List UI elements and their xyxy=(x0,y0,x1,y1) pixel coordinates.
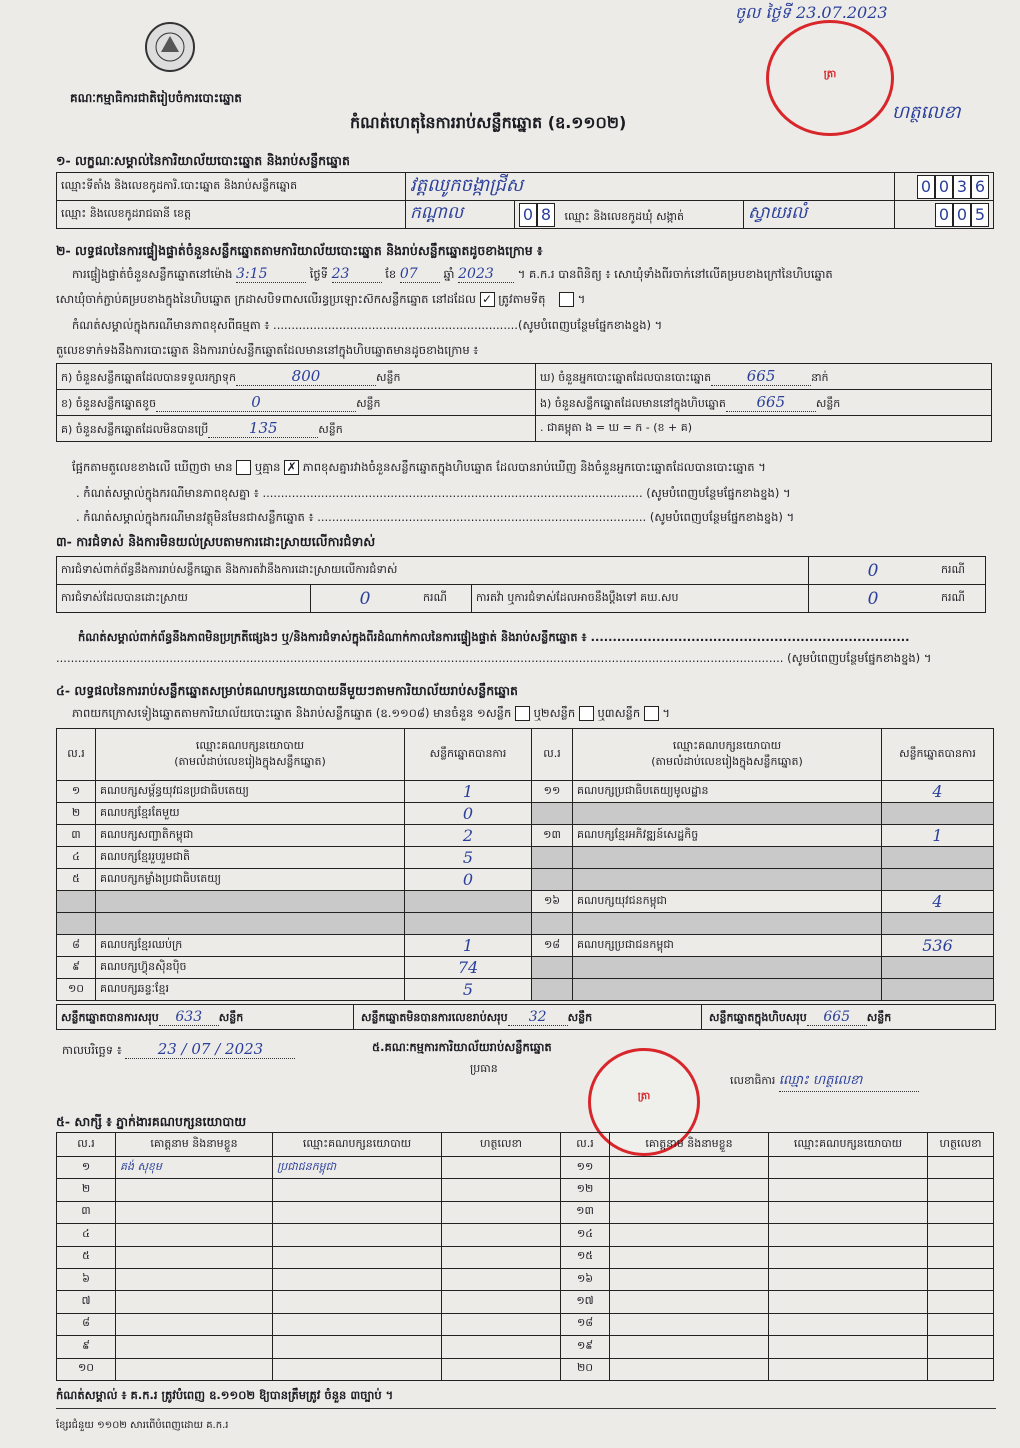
party-votes: 1 xyxy=(405,935,532,957)
checkbox-has-difference[interactable] xyxy=(236,460,251,475)
witness-party[interactable] xyxy=(769,1336,928,1358)
difference-text: ភាពខុសគ្នារវាងចំនួនសន្លឹកឆ្នោតក្នុងហិបឆ្នោត ដែលបានរាប់ឃើញ និងចំនួនអ្នកបោះឆ្នោតដែលបានបោះឆ្នោត ។ xyxy=(302,460,766,474)
witness-col-party-r: ឈ្មោះគណបក្សនយោបាយ xyxy=(769,1133,928,1157)
witness-sign[interactable] xyxy=(928,1291,994,1313)
witness-party[interactable] xyxy=(273,1224,442,1246)
party-no: ១០ xyxy=(57,979,96,1001)
witness-sign[interactable] xyxy=(442,1201,561,1223)
difference-none-label: ឬគ្មាន xyxy=(254,460,281,474)
section1-title: ១- លក្ខណៈសម្គាល់នៃការិយាល័យបោះឆ្នោត និងរាប់សន្លឹកឆ្នោត xyxy=(56,153,350,168)
total-invalid: សន្លឹកឆ្នោតមិនបានការលេខរាប់សរុប 32 សន្លឹក xyxy=(361,1009,593,1025)
witness-col-sign: ហត្ថលេខា xyxy=(442,1133,561,1157)
witness-sign[interactable] xyxy=(928,1224,994,1246)
witness-no: ១៣ xyxy=(561,1201,610,1223)
party-no: ៥ xyxy=(57,869,96,891)
witness-row xyxy=(57,1358,994,1380)
witness-no: ១៨ xyxy=(561,1313,610,1335)
total-valid: សន្លឹកឆ្នោតបានការសរុប 633 សន្លឹក xyxy=(61,1009,244,1025)
witness-name[interactable] xyxy=(116,1224,273,1246)
checkbox-one-sheet[interactable] xyxy=(515,706,530,721)
seal-check-text: សោឃុំចាក់ភ្ជាប់គម្របខាងក្នុងនៃហិបឆ្នោត ក្រដាសបិទពាសលើរន្ធប្រឡោះស៊កសន្លឹកឆ្នោត នៅដដែល xyxy=(56,292,476,306)
party-no xyxy=(532,803,573,825)
witness-row xyxy=(57,1291,994,1313)
party-votes: 74 xyxy=(405,957,532,979)
checkbox-two-sheet[interactable] xyxy=(579,706,594,721)
objection-appeal-label: ការតវ៉ា ឬការជំទាស់ដែលអាចនឹងប្ដឹងទៅ គឃ.សប xyxy=(472,585,809,613)
witness-sign[interactable] xyxy=(442,1358,561,1380)
witness-name[interactable]: គង់ សុខុម xyxy=(116,1157,273,1179)
footer-bottom: ខ្សែរជំនួយ ១១០២ សារពើបំពេញដោយ គ.ក.រ xyxy=(56,1420,229,1431)
section5-title: ៥- សាក្សី ៖ ភ្នាក់ងារគណបក្សនយោបាយ xyxy=(56,1114,247,1129)
case-unit: ករណី xyxy=(937,557,986,585)
witness-name[interactable] xyxy=(610,1201,769,1223)
checkbox-no-difference-checked[interactable]: ✗ xyxy=(284,460,299,475)
witness-party[interactable] xyxy=(273,1336,442,1358)
location-value: វត្តឈូកចង្កាជ្រីស xyxy=(406,173,895,201)
code-digit: 8 xyxy=(537,203,555,227)
section4-title: ៤- លទ្ធផលនៃការរាប់សន្លឹកឆ្នោតសម្រាប់គណបក្សនយោបាយនីមួយៗតាមការិយាល័យរាប់សន្លឹកឆ្នោត xyxy=(56,683,518,698)
witness-name[interactable] xyxy=(116,1246,273,1268)
verify-time: 3:15 xyxy=(236,266,306,283)
sheet-count-line: ភាពយកក្រោសទៀងឆ្នោតតាមការិយាល័យបោះឆ្នោត និងរាប់សន្លឹកឆ្នោត (ឧ.១១០៨) មានចំនួន ១សន្លឹក ឬ២សន្លឹក ឬ៣សន្លឹក ។ xyxy=(72,706,671,720)
verify-year: 2023 xyxy=(458,266,514,283)
party-no: ៨ xyxy=(57,935,96,957)
witness-sign[interactable] xyxy=(442,1268,561,1290)
irregularity-note-2: ....................................................................................................................................................................................................... (សូមបំពេញបន្ថែមផ្នែកខាងខ្នង) ។ xyxy=(56,651,932,665)
witness-no: ១៥ xyxy=(561,1246,610,1268)
verify-month-label: ខែ xyxy=(385,267,397,281)
commune-code xyxy=(895,201,994,229)
party-results-table xyxy=(56,728,994,1001)
difference-line xyxy=(72,460,766,477)
location-label: ឈ្មោះទីតាំង និងលេខកូដការិ.បោះឆ្នោត និងរាប់សន្លឹកឆ្នោត xyxy=(57,173,406,201)
witness-no: ៤ xyxy=(57,1224,116,1246)
code-digit: 3 xyxy=(953,175,971,199)
party-no: ១ xyxy=(57,781,96,803)
witness-no: ៦ xyxy=(57,1268,116,1290)
secretary-label: លេខាធិការ xyxy=(730,1074,776,1087)
objection-appeal-value: 0 xyxy=(809,585,938,613)
witness-no: ៧ xyxy=(57,1291,116,1313)
committee-label: ៥.គណៈកម្មការការិយាល័យរាប់សន្លឹកឆ្នោត xyxy=(372,1040,552,1054)
objection-resolved-label: ការជំទាស់ដែលបានដោះស្រាយ xyxy=(57,585,311,613)
objection-resolved-value: 0 xyxy=(311,585,420,613)
party-votes xyxy=(882,847,994,869)
party-name: គណបក្សខ្មែរតែមួយ xyxy=(96,803,405,825)
secretary-sign: ឈ្មោះ ហត្ថលេខា xyxy=(779,1072,919,1092)
foreign-object-note: . កំណត់សម្គាល់ក្នុងករណីមានវត្ថុមិនមែនជាសន្លឹកឆ្នោត ៖ .......................................................................................... (សូមបំពេញបន្ថែមផ្នែកខាងខ្នង) ។ xyxy=(76,510,795,524)
witness-sign[interactable] xyxy=(928,1313,994,1335)
party-name xyxy=(573,869,882,891)
witness-no: ២ xyxy=(57,1179,116,1201)
irregularity-note-1: កំណត់សម្គាល់ពាក់ព័ន្ធនឹងភាពមិនប្រក្រតីផ្សេងៗ ឬ/និងការជំទាស់ក្នុងពីរដំណាក់កាលនៃការផ្ទៀងផ្ទាត់ និងរាប់សន្លឹកឆ្នោត ៖ ......................................................................... xyxy=(78,630,910,644)
witness-party[interactable]: ប្រជាជនកម្ពុជា xyxy=(273,1157,442,1179)
page-title: កំណត់ហេតុនៃការរាប់សន្លឹកឆ្នោត (ឧ.១១០២) xyxy=(350,113,627,132)
section1-table xyxy=(56,172,994,229)
party-name: គណបក្សខ្មែរឈប់ក្រ xyxy=(96,935,405,957)
figures-table xyxy=(56,363,992,442)
witness-name[interactable] xyxy=(610,1224,769,1246)
party-name: គណបក្សប្រជាធិបតេយ្យមូលដ្ឋាន xyxy=(573,781,882,803)
witness-name[interactable] xyxy=(116,1336,273,1358)
party-row xyxy=(57,825,994,847)
party-no: ១៨ xyxy=(532,935,573,957)
secretary-area xyxy=(730,1072,919,1092)
code-digit: 0 xyxy=(935,203,953,227)
party-row xyxy=(57,803,994,825)
witness-name[interactable] xyxy=(610,1358,769,1380)
witness-name[interactable] xyxy=(610,1246,769,1268)
col-party-right: ឈ្មោះគណបក្សនយោបាយ (តាមលំដាប់លេខរៀងក្នុងសន្លឹកឆ្នោត) xyxy=(573,729,882,781)
witness-name[interactable] xyxy=(116,1291,273,1313)
party-row xyxy=(57,869,994,891)
witness-sign[interactable] xyxy=(442,1313,561,1335)
party-name: គណបក្សយុវជនកម្ពុជា xyxy=(573,891,882,913)
witness-party[interactable] xyxy=(769,1224,928,1246)
witness-party[interactable] xyxy=(769,1268,928,1290)
witness-party[interactable] xyxy=(769,1291,928,1313)
totals-row xyxy=(56,1004,996,1030)
witness-party[interactable] xyxy=(769,1313,928,1335)
witness-no: ៨ xyxy=(57,1313,116,1335)
witness-no: ១៦ xyxy=(561,1268,610,1290)
objection-total-label: ការជំទាស់ពាក់ព័ន្ធនឹងការរាប់សន្លឹកឆ្នោត និងការតវ៉ានឹងការដោះស្រាយលើការជំទាស់ xyxy=(57,557,809,585)
col-votes-right: សន្លឹកឆ្នោតបានការ xyxy=(882,729,994,781)
witness-sign[interactable] xyxy=(442,1336,561,1358)
case-unit: ករណី xyxy=(419,585,472,613)
col-no-left: ល.រ xyxy=(57,729,96,781)
witness-party[interactable] xyxy=(273,1268,442,1290)
official-stamp-top: ត្រា xyxy=(766,20,894,136)
checkbox-three-sheet[interactable] xyxy=(644,706,659,721)
verify-day-label: ថ្ងៃទី xyxy=(309,267,328,281)
witness-name[interactable] xyxy=(116,1358,273,1380)
party-row xyxy=(57,957,994,979)
party-no: ១៣ xyxy=(532,825,573,847)
witness-party[interactable] xyxy=(273,1291,442,1313)
commune-label: ឈ្មោះ និងលេខកូដឃុំ សង្កាត់ xyxy=(564,209,685,223)
witness-sign[interactable] xyxy=(442,1157,561,1179)
party-votes: 1 xyxy=(405,781,532,803)
party-no xyxy=(532,957,573,979)
objection-total-value: 0 xyxy=(809,557,938,585)
witness-row xyxy=(57,1268,994,1290)
date-line: កាលបរិច្ឆេទ ៖ 23 / 07 / 2023 xyxy=(62,1040,295,1060)
witness-name[interactable] xyxy=(610,1268,769,1290)
witness-no: ៩ xyxy=(57,1336,116,1358)
party-name: គណបក្សហ៊្វុនស៊ិនប៉ិច xyxy=(96,957,405,979)
witness-name[interactable] xyxy=(116,1268,273,1290)
witness-sign[interactable] xyxy=(442,1246,561,1268)
col-votes-left: សន្លឹកឆ្នោតបានការ xyxy=(405,729,532,781)
party-name xyxy=(573,957,882,979)
witness-name[interactable] xyxy=(610,1179,769,1201)
party-votes xyxy=(882,803,994,825)
party-name: គណបក្សឆន្ទៈខ្មែរ xyxy=(96,979,405,1001)
verify-month: 07 xyxy=(400,266,440,283)
witness-sign[interactable] xyxy=(928,1179,994,1201)
witness-no: ១១ xyxy=(561,1157,610,1179)
party-name xyxy=(96,891,405,913)
witness-name[interactable] xyxy=(116,1179,273,1201)
code-digit: 0 xyxy=(519,203,537,227)
party-votes: 4 xyxy=(882,781,994,803)
party-votes xyxy=(882,957,994,979)
witness-no: ១ xyxy=(57,1157,116,1179)
party-votes xyxy=(405,913,532,935)
party-row xyxy=(57,781,994,803)
party-votes: 5 xyxy=(405,979,532,1001)
section3-title: ៣- ការជំទាស់ និងការមិនយល់ស្របតាមការដោះស្រាយលើការជំទាស់ xyxy=(56,534,376,549)
location-code xyxy=(895,173,994,201)
witness-sign[interactable] xyxy=(928,1268,994,1290)
party-votes xyxy=(882,979,994,1001)
witness-row xyxy=(57,1246,994,1268)
party-no xyxy=(532,913,573,935)
seal-check-line: សោឃុំចាក់ភ្ជាប់គម្របខាងក្នុងនៃហិបឆ្នោត ក្រដាសបិទពាសលើរន្ធប្រឡោះស៊កសន្លឹកឆ្នោត នៅដដែល ✓ ត្រូវតាមទីតុ ។ xyxy=(56,292,586,306)
top-signature: ហត្ថលេខា xyxy=(892,102,961,123)
witness-party[interactable] xyxy=(769,1157,928,1179)
witness-no: ១៤ xyxy=(561,1224,610,1246)
party-name: គណបក្សខ្មែរអភិវឌ្ឍន៍សេដ្ឋកិច្ច xyxy=(573,825,882,847)
witness-sign[interactable] xyxy=(928,1246,994,1268)
witness-sign[interactable] xyxy=(928,1157,994,1179)
figures-intro: តួលេខទាក់ទងនឹងការបោះឆ្នោត និងការរាប់សន្លឹកឆ្នោតដែលមាននៅក្នុងហិបឆ្នោតមានដូចខាងក្រោម ៖ xyxy=(56,343,479,357)
total-all: សន្លឹកឆ្នោតក្នុងហិបសរុប 665 សន្លឹក xyxy=(709,1009,892,1025)
figure-ko: គ) ចំនួនសន្លឹកឆ្នោតដែលមិនបានប្រើ 135 សន្លឹក xyxy=(57,416,536,442)
party-votes: 1 xyxy=(882,825,994,847)
witness-party[interactable] xyxy=(769,1246,928,1268)
president-label: ប្រធាន xyxy=(470,1062,498,1075)
witness-sign[interactable] xyxy=(442,1224,561,1246)
col-party-left: ឈ្មោះគណបក្សនយោបាយ (តាមលំដាប់លេខរៀងក្នុងសន្លឹកឆ្នោត) xyxy=(96,729,405,781)
checkbox-same-label: ត្រូវតាមទីតុ xyxy=(498,292,546,306)
party-no xyxy=(57,913,96,935)
witness-row xyxy=(57,1313,994,1335)
figure-kho: ឃ) ចំនួនអ្នកបោះឆ្នោតដែលបានបោះឆ្នោត 665 នាក់ xyxy=(536,364,992,390)
witness-row xyxy=(57,1224,994,1246)
party-name xyxy=(96,913,405,935)
party-name: គណបក្សសម្ព័ន្ធយុវជនប្រជាធិបតេយ្យ xyxy=(96,781,405,803)
witness-name[interactable] xyxy=(116,1201,273,1223)
witness-no: ១០ xyxy=(57,1358,116,1380)
witness-col-name-r: គោត្តនាម និងនាមខ្លួន xyxy=(610,1133,769,1157)
witness-party[interactable] xyxy=(273,1179,442,1201)
party-votes: 536 xyxy=(882,935,994,957)
witness-sign[interactable] xyxy=(442,1291,561,1313)
verify-line-rest: ។ គ.ក.រ បានពិនិត្យ ៖ សោឃុំទាំងពីរចាក់នៅលើគម្របខាងក្រៅនៃហិបឆ្នោត xyxy=(517,267,833,281)
party-no: ៤ xyxy=(57,847,96,869)
two-sheet-label: ឬ២សន្លឹក xyxy=(533,706,576,720)
party-name xyxy=(573,803,882,825)
party-name xyxy=(573,847,882,869)
difference-note: . កំណត់សម្គាល់ក្នុងករណីមានភាពខុសគ្នា ៖ ........................................................................................................ (សូមបំពេញបន្ថែមផ្នែកខាងខ្នង) ។ xyxy=(76,486,791,500)
witness-party[interactable] xyxy=(273,1201,442,1223)
party-name: គណបក្សកម្លាំងប្រជាធិបតេយ្យ xyxy=(96,869,405,891)
witness-party[interactable] xyxy=(769,1201,928,1223)
sheet-count-text: ភាពយកក្រោសទៀងឆ្នោតតាមការិយាល័យបោះឆ្នោត និងរាប់សន្លឹកឆ្នោត (ឧ.១១០៨) មានចំនួន ១សន្លឹក xyxy=(72,706,512,720)
checkbox-same-checked[interactable]: ✓ xyxy=(480,292,495,307)
col-no-right: ល.រ xyxy=(532,729,573,781)
party-row xyxy=(57,913,994,935)
section2-title: ២- លទ្ធផលនៃការផ្ទៀងផ្ទាត់ចំនួនសន្លឹកឆ្នោតតាមការិយាល័យបោះឆ្នោត និងរាប់សន្លឹកឆ្នោតដូចខាងក្រោម ៖ xyxy=(56,243,543,258)
party-no: ៣ xyxy=(57,825,96,847)
witness-party[interactable] xyxy=(273,1358,442,1380)
witness-name[interactable] xyxy=(610,1157,769,1179)
code-digit: 5 xyxy=(971,203,989,227)
party-no: ១១ xyxy=(532,781,573,803)
witness-col-party: ឈ្មោះគណបក្សនយោបាយ xyxy=(273,1133,442,1157)
witness-party[interactable] xyxy=(273,1313,442,1335)
checkbox-other[interactable] xyxy=(559,292,574,307)
witness-col-no-r: ល.រ xyxy=(561,1133,610,1157)
party-votes: 2 xyxy=(405,825,532,847)
party-row xyxy=(57,979,994,1001)
party-votes: 0 xyxy=(405,803,532,825)
witness-no: ៥ xyxy=(57,1246,116,1268)
witness-no: ១២ xyxy=(561,1179,610,1201)
witness-row xyxy=(57,1201,994,1223)
figure-formula: . ជាគម្ពុតា ង = ឃ = ក - (ខ + គ) xyxy=(536,416,992,442)
party-row xyxy=(57,891,994,913)
witness-party[interactable] xyxy=(769,1358,928,1380)
commune-value: ស្វាយរលំ xyxy=(744,201,895,229)
witness-name[interactable] xyxy=(116,1313,273,1335)
party-votes: 0 xyxy=(405,869,532,891)
witness-party[interactable] xyxy=(769,1179,928,1201)
witness-sign[interactable] xyxy=(928,1201,994,1223)
witness-col-no: ល.រ xyxy=(57,1133,116,1157)
figure-ka: ក) ចំនួនសន្លឹកឆ្នោតដែលបានទទួលរក្សាទុក 800 សន្លឹក xyxy=(57,364,536,390)
party-votes xyxy=(882,869,994,891)
witness-name[interactable] xyxy=(610,1336,769,1358)
difference-has-label: ផ្អែកតាមតួលេខខាងលើ ឃើញថា មាន xyxy=(72,460,233,474)
anomaly-note-line: កំណត់សម្គាល់ក្នុងករណីមានភាពខុសពីធម្មតា ៖ ...................................................................(សូមបំពេញបន្ថែមផ្នែកខាងខ្នង) ។ xyxy=(72,318,663,332)
witness-no: ១៩ xyxy=(561,1336,610,1358)
official-stamp-committee: ត្រា xyxy=(588,1048,700,1156)
party-votes xyxy=(882,913,994,935)
verification-line xyxy=(72,266,833,284)
party-no: ២ xyxy=(57,803,96,825)
witness-col-name: គោត្តនាម និងនាមខ្លួន xyxy=(116,1133,273,1157)
case-unit: ករណី xyxy=(937,585,986,613)
witness-name[interactable] xyxy=(610,1313,769,1335)
witness-no: ៣ xyxy=(57,1201,116,1223)
party-name xyxy=(573,979,882,1001)
party-votes xyxy=(405,891,532,913)
emblem-logo xyxy=(145,22,195,72)
witness-sign[interactable] xyxy=(928,1358,994,1380)
code-digit: 0 xyxy=(953,203,971,227)
witness-row xyxy=(57,1179,994,1201)
received-note: ចូល ថ្ងៃទី 23.07.2023 xyxy=(735,3,888,22)
objections-table xyxy=(56,556,986,613)
witness-sign[interactable] xyxy=(928,1336,994,1358)
party-no xyxy=(532,847,573,869)
party-name: គណបក្សខ្មែររួបរួមជាតិ xyxy=(96,847,405,869)
three-sheet-label: ឬ៣សន្លឹក xyxy=(597,706,641,720)
party-votes: 5 xyxy=(405,847,532,869)
witness-no: ១៧ xyxy=(561,1291,610,1313)
witness-no: ២០ xyxy=(561,1358,610,1380)
figure-ngo: ង) ចំនួនសន្លឹកឆ្នោតដែលមាននៅក្នុងហិបឆ្នោត 665 សន្លឹក xyxy=(536,390,992,416)
party-no xyxy=(532,869,573,891)
witness-row xyxy=(57,1157,994,1179)
footer-note: កំណត់សម្គាល់ ៖ គ.ក.រ ត្រូវបំពេញ ឧ.១១០២ ឱ្យបានត្រឹមត្រូវ ចំនួន ៣ច្បាប់ ។ xyxy=(56,1388,394,1402)
party-name: គណបក្សប្រជាជនកម្ពុជា xyxy=(573,935,882,957)
code-digit: 0 xyxy=(935,175,953,199)
verify-time-label: ការផ្ទៀងផ្ទាត់ចំនួនសន្លឹកឆ្នោតនៅម៉ោង xyxy=(72,267,233,281)
code-digit: 0 xyxy=(917,175,935,199)
party-no: ៩ xyxy=(57,957,96,979)
verify-year-label: ឆ្នាំ xyxy=(443,267,455,281)
footer-bottom-line xyxy=(56,1408,996,1409)
party-row xyxy=(57,847,994,869)
witness-sign[interactable] xyxy=(442,1179,561,1201)
province-value: កណ្ដាល xyxy=(406,201,515,229)
code-digit: 6 xyxy=(971,175,989,199)
commune-label-cell xyxy=(515,201,744,229)
party-name xyxy=(573,913,882,935)
verify-day: 23 xyxy=(332,266,382,283)
party-no xyxy=(57,891,96,913)
figure-kha: ខ) ចំនួនសន្លឹកឆ្នោតខូច 0 សន្លឹក xyxy=(57,390,536,416)
witness-table xyxy=(56,1132,994,1381)
witness-name[interactable] xyxy=(610,1291,769,1313)
party-votes: 4 xyxy=(882,891,994,913)
party-name: គណបក្សសញ្ជាតិកម្ពុជា xyxy=(96,825,405,847)
province-label: ឈ្មោះ និងលេខកូដរាជធានី ខេត្ត xyxy=(57,201,406,229)
org-name: គណៈកម្មាធិការជាតិរៀបចំការបោះឆ្នោត xyxy=(70,91,242,105)
witness-row xyxy=(57,1336,994,1358)
witness-col-sign-r: ហត្ថលេខា xyxy=(928,1133,994,1157)
party-no xyxy=(532,979,573,1001)
witness-party[interactable] xyxy=(273,1246,442,1268)
party-row xyxy=(57,935,994,957)
party-no: ១៦ xyxy=(532,891,573,913)
